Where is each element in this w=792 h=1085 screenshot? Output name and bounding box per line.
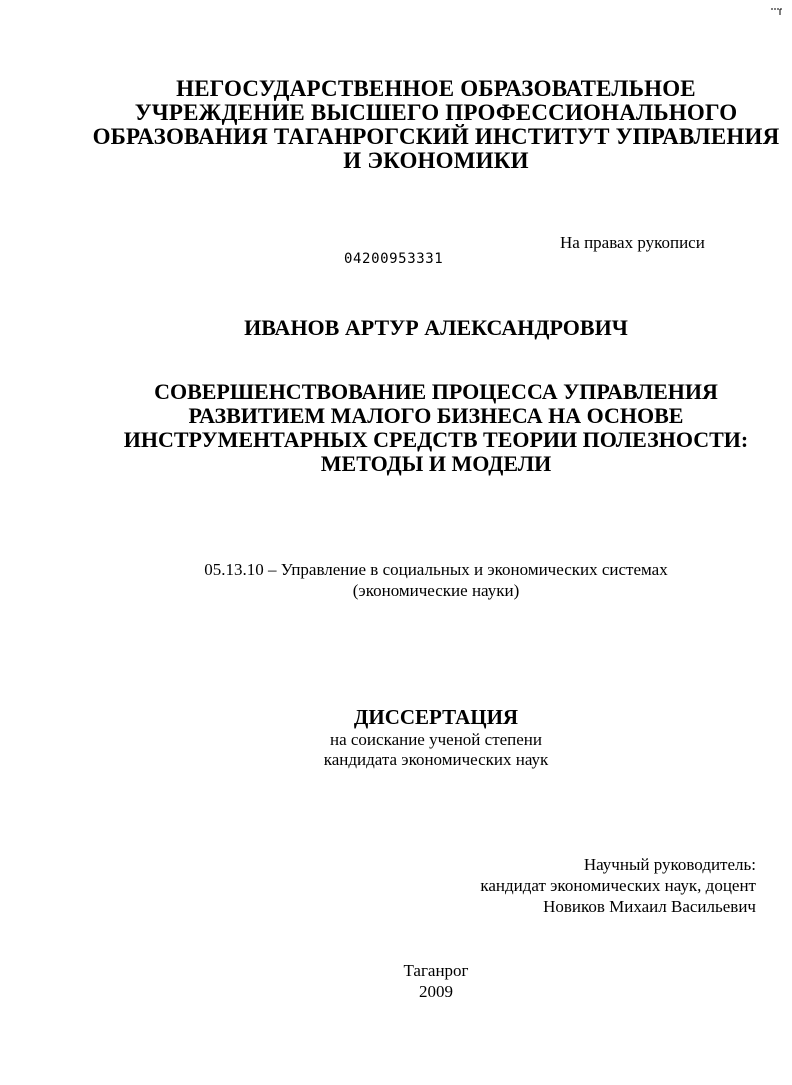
degree-line: кандидата экономических наук	[323, 750, 549, 769]
dissertation-title	[60, 380, 792, 476]
degree-description	[60, 730, 792, 770]
supervisor-label: Научный руководитель:	[583, 855, 756, 874]
institution-line: НЕГОСУДАРСТВЕННОЕ ОБРАЗОВАТЕЛЬНОЕ	[176, 76, 696, 101]
page-corner-mark	[770, 6, 784, 16]
manuscript-rights-note: На правах рукописи	[560, 233, 705, 252]
place-and-year	[60, 960, 792, 1002]
institution-line: УЧРЕЖДЕНИЕ ВЫСШЕГО ПРОФЕССИОНАЛЬНОГО	[134, 100, 738, 125]
specialty-field: (экономические науки)	[352, 581, 520, 600]
degree-line: на соискание ученой степени	[329, 730, 543, 749]
city: Таганрог	[403, 961, 469, 980]
catalog-code: 04200953331	[344, 251, 444, 267]
title-line: ИНСТРУМЕНТАРНЫХ СРЕДСТВ ТЕОРИИ ПОЛЕЗНОСТИ:	[123, 427, 749, 452]
supervisor-name: Новиков Михаил Васильевич	[543, 897, 756, 916]
specialty-line: 05.13.10 – Управление в социальных и экономических системах	[204, 560, 668, 579]
institution-name	[60, 77, 792, 173]
document-type-heading: ДИССЕРТАЦИЯ	[353, 705, 519, 729]
year: 2009	[419, 982, 453, 1001]
supervisor-degree: кандидат экономических наук, доцент	[480, 876, 756, 895]
title-line: СОВЕРШЕНСТВОВАНИЕ ПРОЦЕССА УПРАВЛЕНИЯ	[154, 379, 718, 404]
institution-line: ОБРАЗОВАНИЯ ТАГАНРОГСКИЙ ИНСТИТУТ УПРАВЛЕНИЯ	[92, 124, 780, 149]
institution-line: И ЭКОНОМИКИ	[343, 148, 529, 173]
title-line: МЕТОДЫ И МОДЕЛИ	[320, 451, 552, 476]
specialty-code	[60, 559, 792, 601]
title-line: РАЗВИТИЕМ МАЛОГО БИЗНЕСА НА ОСНОВЕ	[188, 403, 684, 428]
supervisor-block	[480, 854, 756, 917]
author-name: ИВАНОВ АРТУР АЛЕКСАНДРОВИЧ	[244, 315, 628, 340]
